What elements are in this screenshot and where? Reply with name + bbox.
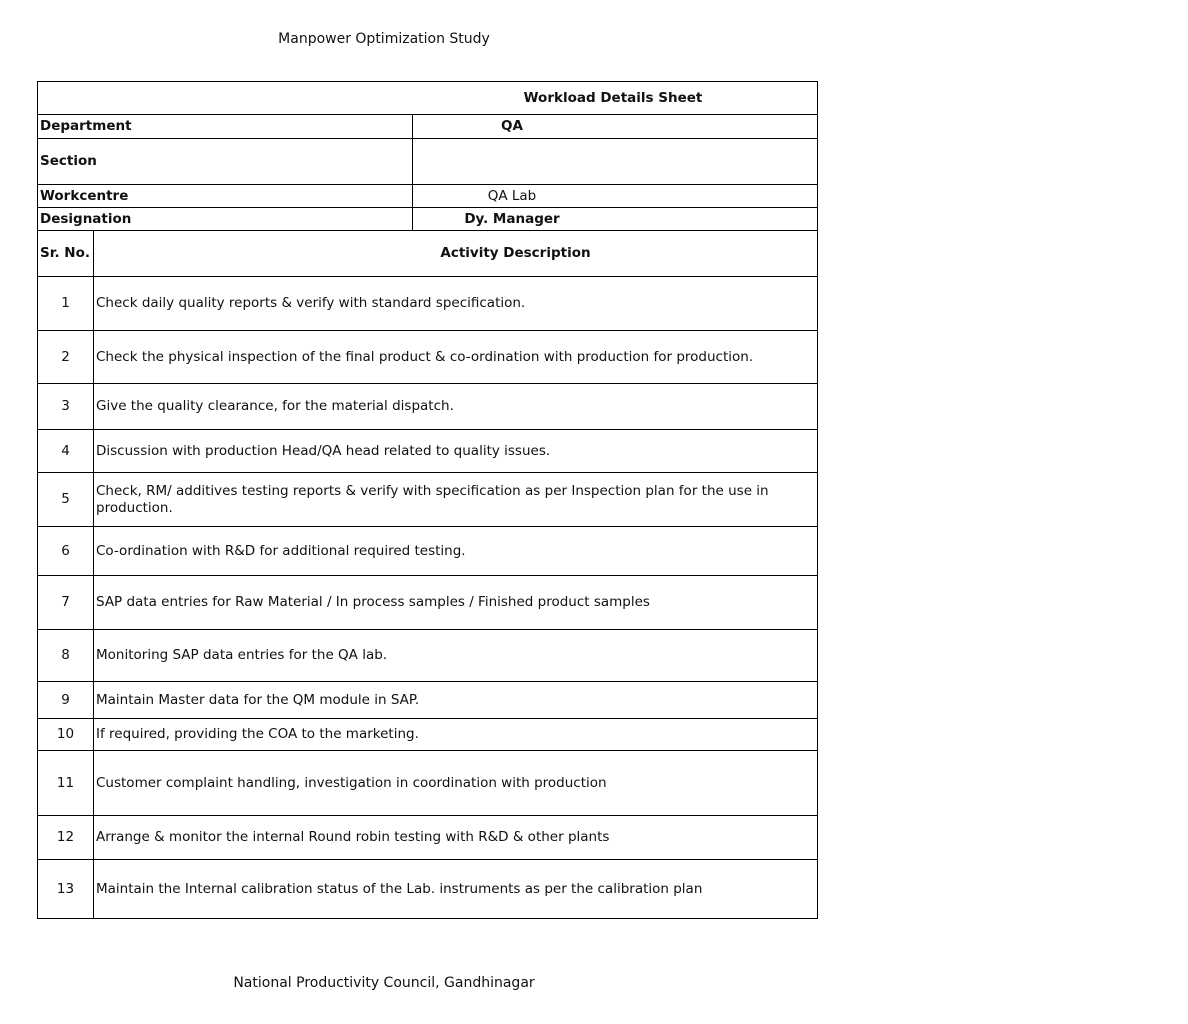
row-sr-no: 12 xyxy=(38,816,94,860)
row-sr-no: 9 xyxy=(38,682,94,719)
row-activity: Check daily quality reports & verify with standard specification. xyxy=(94,277,818,331)
info-row-department xyxy=(38,115,818,139)
row-sr-no: 4 xyxy=(38,430,94,473)
row-sr-no: 3 xyxy=(38,384,94,430)
table-row xyxy=(38,384,818,430)
row-activity: Maintain the Internal calibration status of the Lab. instruments as per the calibration plan xyxy=(94,860,818,919)
row-activity: Check, RM/ additives testing reports & verify with specification as per Inspection plan for the use in production. xyxy=(94,473,818,527)
info-value-designation-text: Dy. Manager xyxy=(464,210,560,227)
info-row-workcentre xyxy=(38,185,818,208)
row-activity: If required, providing the COA to the marketing. xyxy=(94,719,818,751)
sheet-title: Workload Details Sheet xyxy=(523,90,703,106)
table-row xyxy=(38,576,818,630)
row-activity: Maintain Master data for the QM module in SAP. xyxy=(94,682,818,719)
column-header-row xyxy=(38,231,818,277)
sheet-title-row xyxy=(38,82,818,115)
row-sr-no: 13 xyxy=(38,860,94,919)
row-activity: Check the physical inspection of the final product & co-ordination with production for production. xyxy=(94,331,818,384)
row-sr-no: 8 xyxy=(38,630,94,682)
info-label-designation: Designation xyxy=(38,208,413,231)
table-row xyxy=(38,331,818,384)
row-sr-no: 1 xyxy=(38,277,94,331)
column-header-activity-text: Activity Description xyxy=(440,245,591,261)
info-label-section: Section xyxy=(38,139,413,185)
row-activity: Customer complaint handling, investigation in coordination with production xyxy=(94,751,818,816)
info-value-section xyxy=(413,139,818,185)
workload-table xyxy=(37,81,818,919)
table-row xyxy=(38,527,818,576)
table-row xyxy=(38,630,818,682)
table-row xyxy=(38,860,818,919)
table-row xyxy=(38,816,818,860)
info-label-department: Department xyxy=(38,115,413,139)
info-value-designation xyxy=(413,208,818,231)
sheet-title-cell xyxy=(38,82,818,115)
info-value-workcentre xyxy=(413,185,818,208)
info-row-section xyxy=(38,139,818,185)
table-row xyxy=(38,719,818,751)
row-sr-no: 7 xyxy=(38,576,94,630)
row-activity: SAP data entries for Raw Material / In process samples / Finished product samples xyxy=(94,576,818,630)
row-sr-no: 11 xyxy=(38,751,94,816)
table-row xyxy=(38,682,818,719)
row-activity: Give the quality clearance, for the material dispatch. xyxy=(94,384,818,430)
column-header-activity xyxy=(94,231,818,277)
page-header-title: Manpower Optimization Study xyxy=(278,31,490,47)
info-row-designation xyxy=(38,208,818,231)
column-header-sr-no: Sr. No. xyxy=(38,231,94,277)
info-value-workcentre-text: QA Lab xyxy=(487,187,537,204)
info-value-department xyxy=(413,115,818,139)
table-row xyxy=(38,473,818,527)
row-sr-no: 5 xyxy=(38,473,94,527)
row-sr-no: 10 xyxy=(38,719,94,751)
workload-sheet xyxy=(37,81,769,921)
row-activity: Co-ordination with R&D for additional required testing. xyxy=(94,527,818,576)
row-sr-no: 2 xyxy=(38,331,94,384)
row-activity: Arrange & monitor the internal Round robin testing with R&D & other plants xyxy=(94,816,818,860)
row-activity: Discussion with production Head/QA head related to quality issues. xyxy=(94,430,818,473)
row-sr-no: 6 xyxy=(38,527,94,576)
page-footer-title: National Productivity Council, Gandhinagar xyxy=(233,975,535,991)
table-row xyxy=(38,277,818,331)
row-activity: Monitoring SAP data entries for the QA lab. xyxy=(94,630,818,682)
info-value-department-text: QA xyxy=(501,118,523,134)
table-row xyxy=(38,430,818,473)
info-label-workcentre: Workcentre xyxy=(38,185,413,208)
table-row xyxy=(38,751,818,816)
